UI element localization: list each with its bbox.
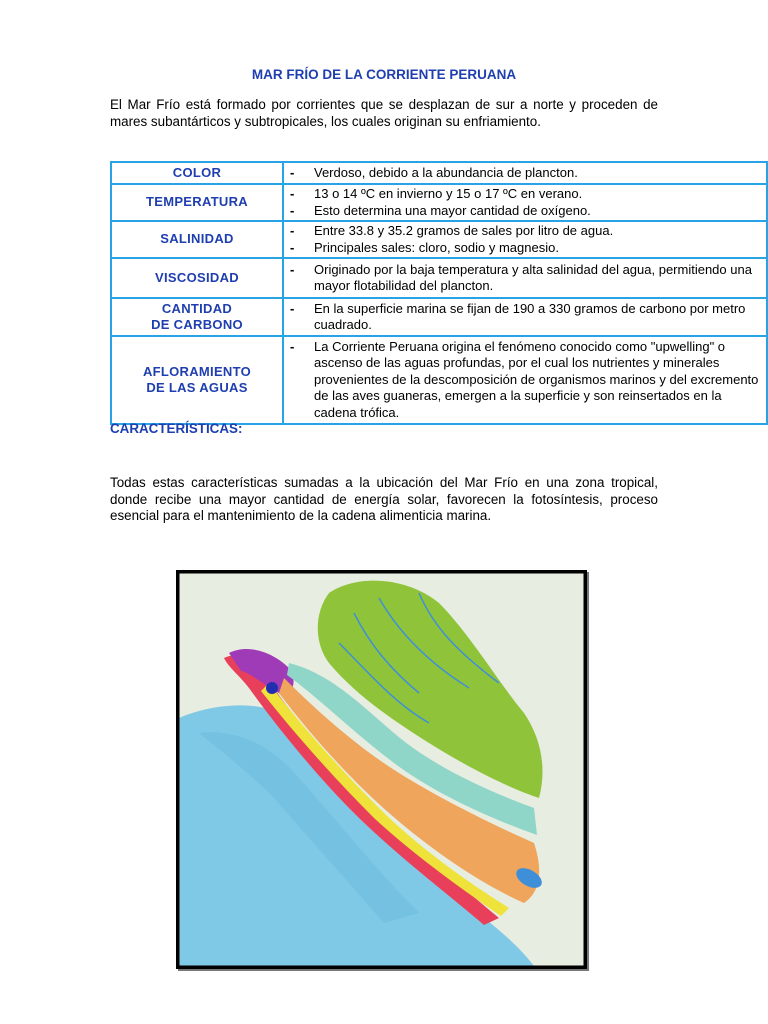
row-label-line: SALINIDAD [160,231,234,247]
row-description [283,336,767,424]
bullet-item: - La Corriente Peruana origina el fenómeno conocido como "upwelling" o ascenso de las aguas profundas, por el cual los nutrientes y minerales provenientes de la descomposición de organismos marinos y del excremento de las aves guaneras, emergen a la superficie y son reinsertados en la cadena trófica. [314,339,766,422]
row-label-line: COLOR [172,164,222,180]
row-description [283,184,767,221]
row-label-line: AFLORAMIENTO [142,363,252,379]
peru-map-figure [176,570,587,969]
row-label [111,221,283,258]
section-heading: CARACTERÍSTICAS: [110,421,243,436]
table-row-carbono [111,298,767,336]
table-row-afloramiento [111,336,767,424]
bullet-item: - Principales sales: cloro, sodio y magnesio. [314,240,766,257]
closing-paragraph: Todas estas características sumadas a la ubicación del Mar Frío en una zona tropical, donde recibe una mayor cantidad de energía solar, favorecen la fotosíntesis, proceso esencial para el mantenimiento de la cadena alimenticia marina. [110,475,658,523]
row-label [111,162,283,184]
characteristics-table [110,161,768,425]
row-label [111,184,283,221]
table-row-temperatura [111,184,767,221]
intro-paragraph: El Mar Frío está formado por corrientes que se desplazan de sur a norte y proceden de mares subantárticos y subtropicales, los cuales originan su enfriamiento. [110,97,658,129]
bullet-item: - Verdoso, debido a la abundancia de plancton. [314,165,766,182]
row-description [283,298,767,336]
row-label [111,258,283,298]
row-label [111,298,283,336]
row-label-line: TEMPERATURA [146,194,248,210]
row-label-line: DE LAS AGUAS [146,380,248,395]
bullet-item: - Entre 33.8 y 35.2 gramos de sales por litro de agua. [314,223,766,240]
bullet-item: - 13 o 14 ºC en invierno y 15 o 17 ºC en verano. [314,186,766,203]
bullet-item: - Esto determina una mayor cantidad de oxígeno. [314,203,766,220]
row-label-line: DE CARBONO [151,317,243,332]
row-label [111,336,283,424]
table-row-salinidad [111,221,767,258]
row-description [283,162,767,184]
row-description [283,221,767,258]
table-row-viscosidad [111,258,767,298]
bullet-item: - En la superficie marina se fijan de 190 a 330 gramos de carbono por metro cuadrado. [314,301,766,334]
row-label-line: CANTIDAD [161,300,233,316]
page-title: MAR FRÍO DE LA CORRIENTE PERUANA [251,67,517,82]
row-description [283,258,767,298]
bullet-item: - Originado por la baja temperatura y alta salinidad del agua, permitiendo una mayor flotabilidad del plancton. [314,262,766,295]
table-row-color [111,162,767,184]
peru-ecoregions-map-icon [179,573,584,966]
map-marker [266,682,278,694]
row-label-line: VISCOSIDAD [155,269,239,285]
